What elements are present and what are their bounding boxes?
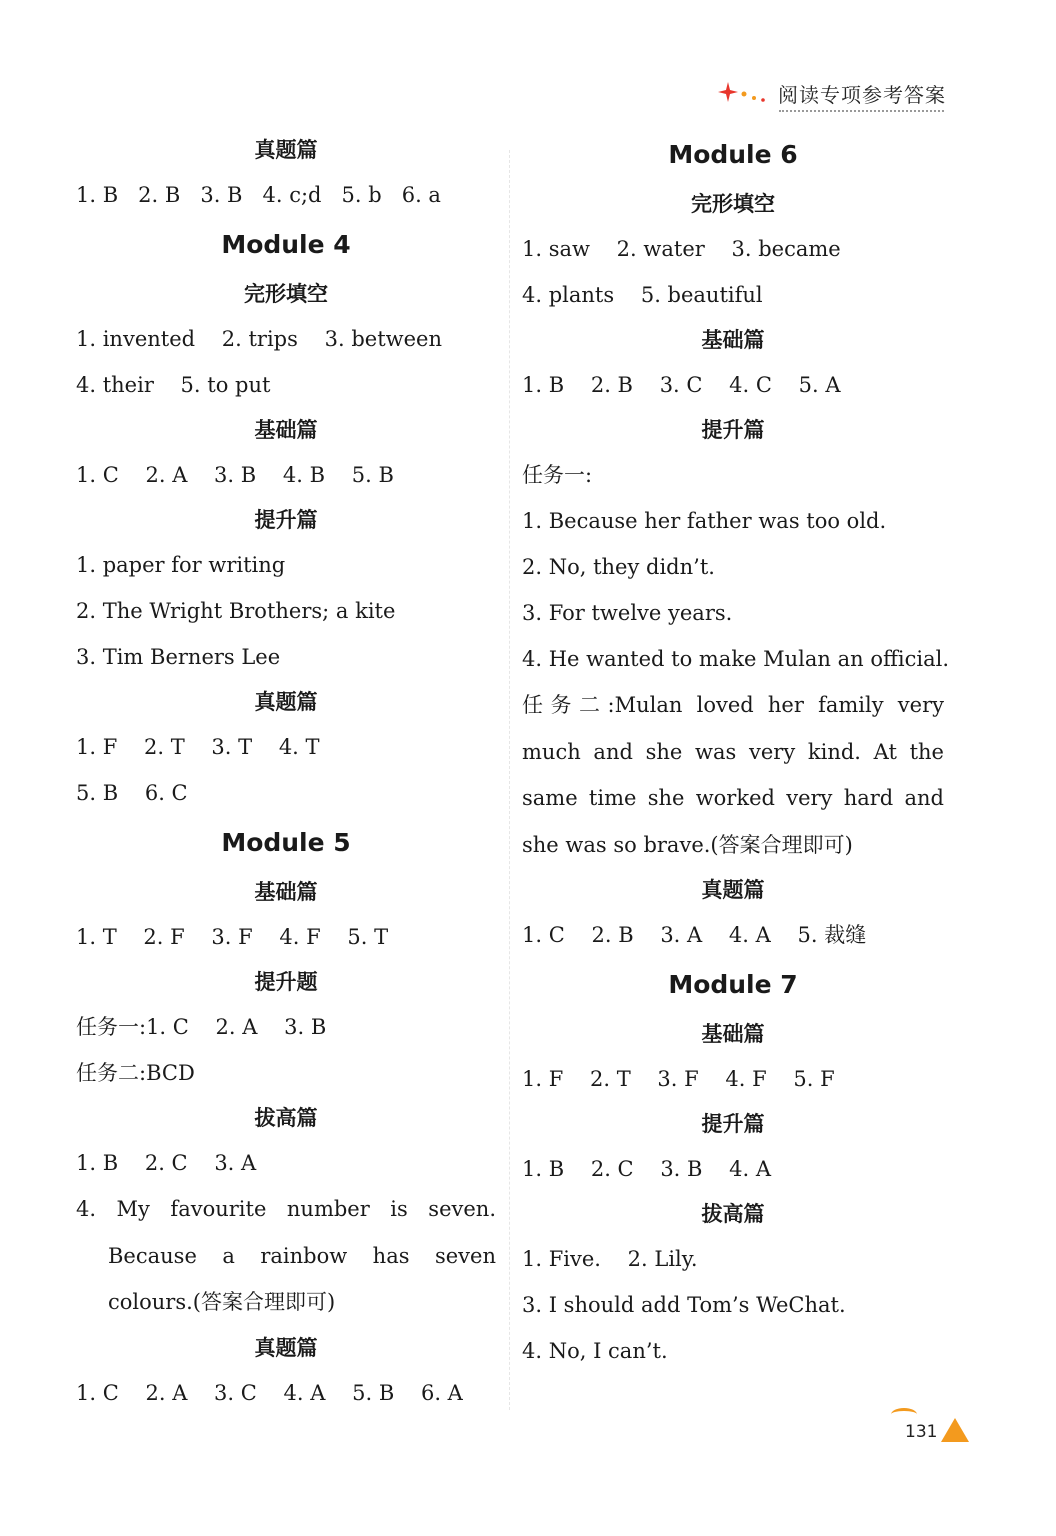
answer-line: 3. I should add Tom’s WeChat. — [522, 1293, 846, 1317]
section-heading: 提升篇 — [701, 418, 765, 442]
section-heading: 基础篇 — [254, 418, 318, 442]
section-heading: 基础篇 — [254, 880, 318, 904]
swoosh-icon — [891, 1408, 917, 1421]
section-heading: 完形填空 — [691, 192, 775, 216]
answer-line: 4. No, I can’t. — [522, 1339, 668, 1363]
answer-line: 任务一: — [522, 463, 593, 487]
answer-line: 1. saw 2. water 3. became — [522, 237, 841, 261]
answer-line: 1. C 2. A 3. B 4. B 5. B — [76, 463, 394, 487]
module-heading: Module 7 — [668, 970, 798, 999]
triangle-icon — [941, 1418, 969, 1442]
page-footer — [905, 1418, 969, 1442]
answer-line: 4. plants 5. beautiful — [522, 283, 763, 307]
answer-line: 任务二:BCD — [76, 1061, 195, 1085]
answer-line: 5. B 6. C — [76, 781, 188, 805]
section-heading: 真题篇 — [254, 1335, 318, 1360]
answer-line: 1. F 2. T 3. T 4. T — [76, 735, 320, 759]
answer-line: 1. B 2. C 3. A — [76, 1151, 257, 1175]
module-heading: Module 6 — [668, 140, 798, 169]
answer-paragraph: 4. My favourite number is seven. Because a rainbow has seven colours.(答案合理即可) — [76, 1197, 496, 1314]
answer-line: 1. B 2. B 3. B 4. c;d 5. b 6. a — [76, 183, 441, 207]
section-heading: 拔高篇 — [254, 1106, 318, 1130]
answer-paragraph: 任务二:Mulan loved her family very much and she was very kind. At the same time she worked very hard and she was so brave.(答案合理即可) — [522, 693, 944, 857]
section-heading: 拔高篇 — [701, 1202, 765, 1226]
right-column — [522, 128, 950, 1374]
header-dotted-rule — [779, 110, 944, 112]
page-header — [716, 78, 946, 108]
answer-line: 3. For twelve years. — [522, 601, 733, 625]
answer-line: 4. He wanted to make Mulan an official. — [522, 647, 950, 671]
answer-line: 1. Five. 2. Lily. — [522, 1247, 698, 1271]
answer-line: 1. F 2. T 3. F 4. F 5. F — [522, 1067, 835, 1091]
answer-line: 1. C 2. A 3. C 4. A 5. B 6. A — [76, 1380, 463, 1405]
sparkle-stars-icon — [716, 78, 768, 108]
section-heading: 基础篇 — [701, 1022, 765, 1046]
answer-line: 1. invented 2. trips 3. between — [76, 327, 442, 351]
answer-line: 任务一:1. C 2. A 3. B — [76, 1015, 327, 1039]
answer-line: 4. their 5. to put — [76, 373, 271, 397]
section-heading: 提升题 — [254, 970, 318, 994]
answer-line: 3. Tim Berners Lee — [76, 645, 281, 669]
module-heading: Module 4 — [221, 230, 351, 259]
answer-line: 1. T 2. F 3. F 4. F 5. T — [76, 925, 389, 949]
section-heading: 真题篇 — [701, 878, 765, 902]
section-heading: 基础篇 — [701, 328, 765, 352]
header-title: 阅读专项参考答案 — [778, 82, 946, 107]
section-heading: 真题篇 — [254, 138, 318, 162]
answer-line: 1. Because her father was too old. — [522, 509, 887, 533]
page-number: 131 — [905, 1422, 938, 1442]
left-column — [76, 128, 496, 1416]
section-heading: 完形填空 — [244, 282, 328, 306]
answer-line: 2. No, they didn’t. — [522, 555, 715, 579]
answer-line: 2. The Wright Brothers; a kite — [76, 599, 396, 623]
answer-line: 1. paper for writing — [76, 553, 286, 577]
section-heading: 真题篇 — [254, 690, 318, 714]
column-divider — [509, 150, 510, 1410]
answer-line: 1. C 2. B 3. A 4. A 5. 裁缝 — [522, 923, 867, 947]
section-heading: 提升篇 — [701, 1112, 765, 1136]
module-heading: Module 5 — [221, 828, 351, 857]
answer-line: 1. B 2. B 3. C 4. C 5. A — [522, 373, 841, 397]
section-heading: 提升篇 — [254, 508, 318, 532]
answer-line: 1. B 2. C 3. B 4. A — [522, 1157, 772, 1181]
